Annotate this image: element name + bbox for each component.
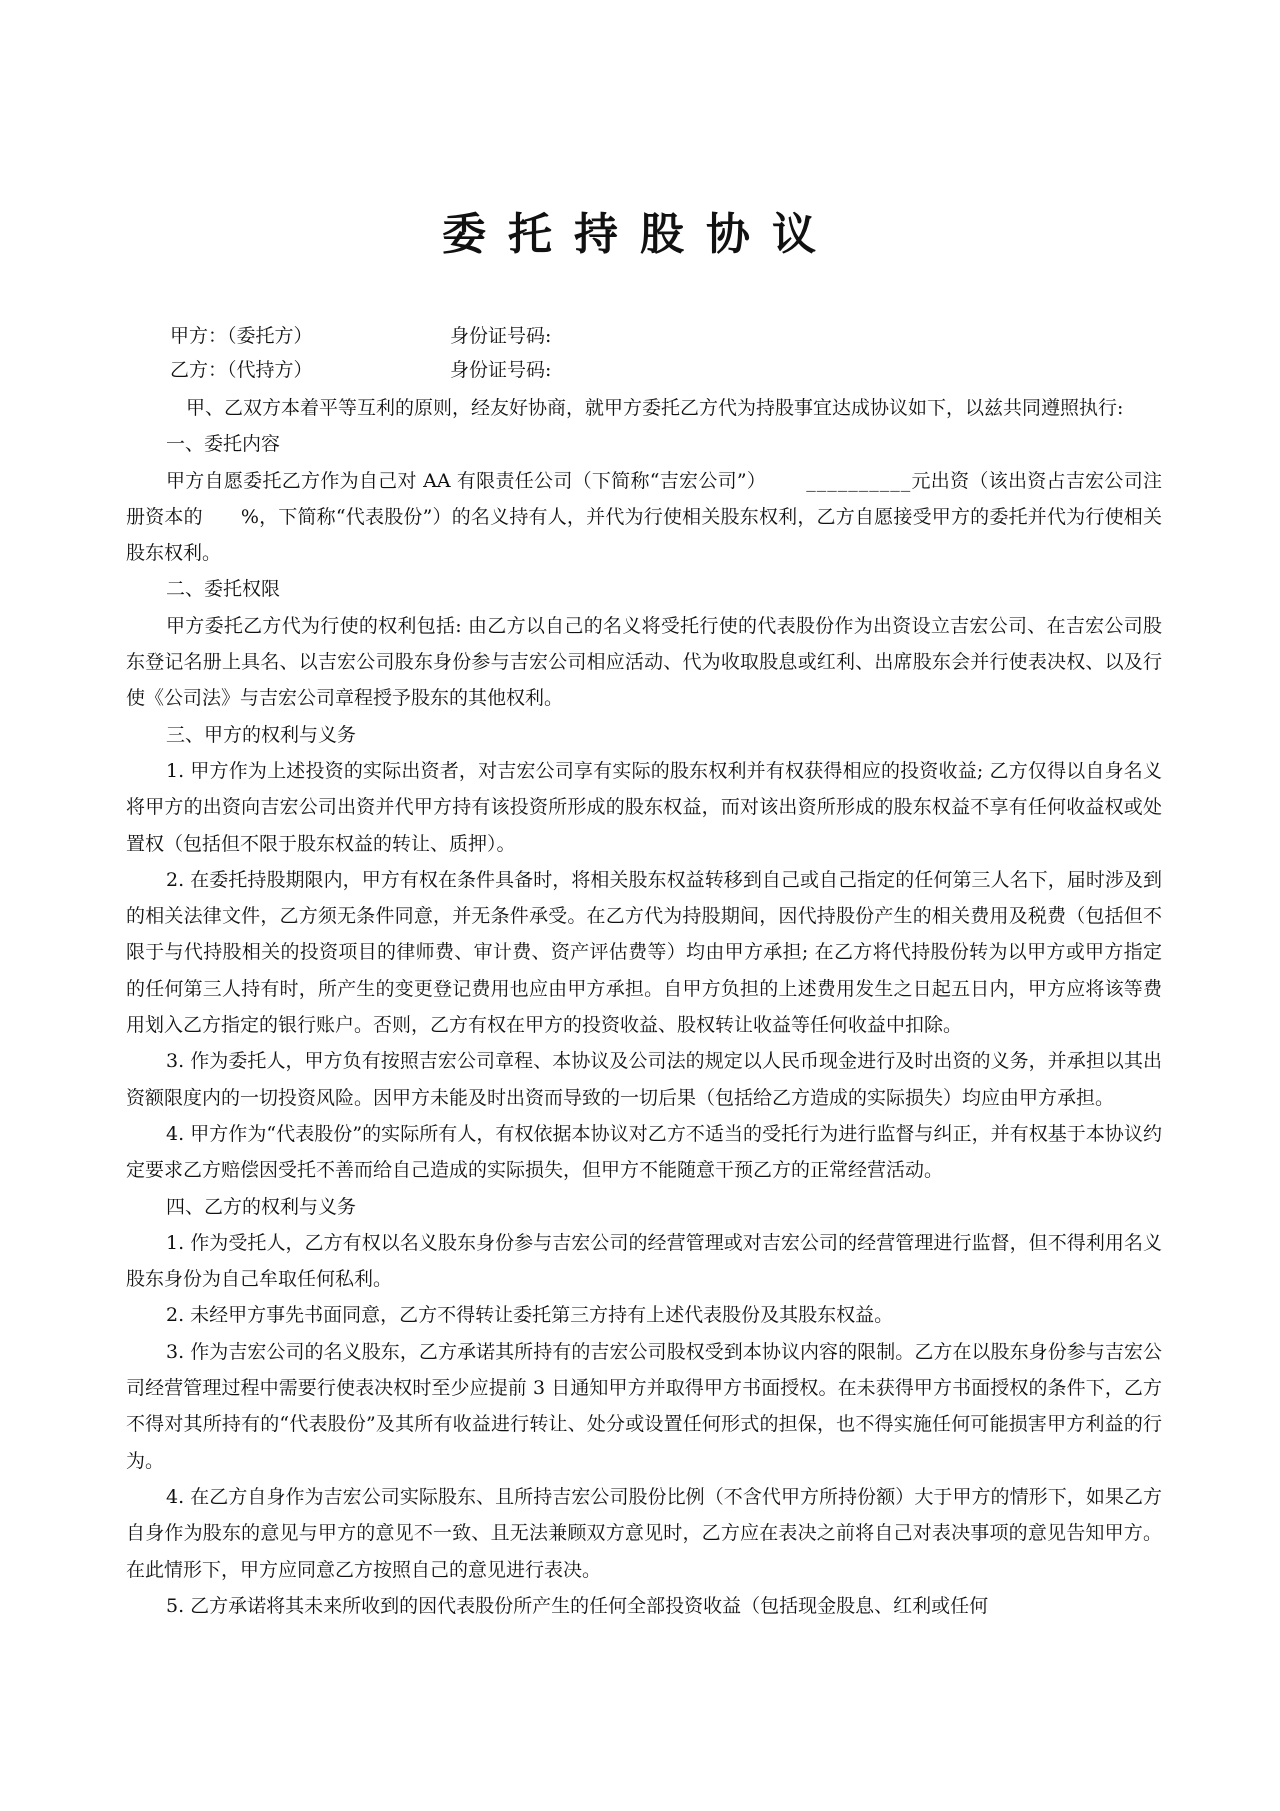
clause-item: 2. 未经甲方事先书面同意，乙方不得转让委托第三方持有上述代表股份及其股东权益。 xyxy=(166,1304,894,1327)
section-heading: 二、委托权限 xyxy=(166,578,281,601)
intro-paragraph: 甲、乙双方本着平等互利的原则，经友好协商，就甲方委托乙方代为持股事宜达成协议如下，以兹共同遵照执行: xyxy=(186,397,1124,419)
document-title: 委托持股协议 xyxy=(442,209,838,260)
amount-blank: __________ xyxy=(806,469,912,492)
party-b-label: 乙方：（代持方） xyxy=(170,359,313,381)
clause-item: 3. 作为委托人，甲方负有按照吉宏公司章程、本协议及公司法的规定以人民币现金进行及时出资的义务，并承担以其出资额限度内的一切投资风险。因甲方未能及时出资而导致的一切后果（包括给乙方造成的实际损失）均应由甲方承担。 xyxy=(126,1050,1162,1109)
clause-text: 甲方自愿委托乙方作为自己对 AA 有限责任公司（下简称“吉宏公司”） xyxy=(166,469,767,492)
party-b-line xyxy=(170,357,551,383)
clause-item: 1. 甲方作为上述投资的实际出资者，对吉宏公司享有实际的股东权利并有权获得相应的投资收益; 乙方仅得以自身名义将甲方的出资向吉宏公司出资并代甲方持有该投资所形成的股东权益，而对该出资所形成的股东权益不享有任何收益权或处置权（包括但不限于股东权益的转让、质押）。 xyxy=(126,759,1162,855)
section-heading: 三、甲方的权利与义务 xyxy=(166,723,357,746)
party-a-line xyxy=(170,323,551,349)
agreement-body xyxy=(126,390,1162,1624)
section-paragraph xyxy=(126,463,1162,572)
clause-text: 元出资（该出资占吉宏公司注册资本的 xyxy=(126,469,1162,528)
clause-item: 3. 作为吉宏公司的名义股东，乙方承诺其所持有的吉宏公司股权受到本协议内容的限制。乙方在以股东身份参与吉宏公司经营管理过程中需要行使表决权时至少应提前 3 日通知甲方并取得甲方书面授权。在未获得甲方书面授权的条件下，乙方不得对其所持有的“代表股份”及其所有收益进行转让、处分或设置任何形式的担保，也不得实施任何可能损害甲方利益的行为。 xyxy=(126,1340,1162,1472)
clause-item: 5. 乙方承诺将其未来所收到的因代表股份所产生的任何全部投资收益（包括现金股息、红利或任何 xyxy=(166,1594,989,1617)
clause-text: %，下简称“代表股份”）的名义持有人，并代为行使相关股东权利，乙方自愿接受甲方的委托并代为行使相关股东权利。 xyxy=(126,505,1162,565)
party-a-label: 甲方：（委托方） xyxy=(170,325,313,347)
section-paragraph: 甲方委托乙方代为行使的权利包括: 由乙方以自己的名义将受托行使的代表股份作为出资设立吉宏公司、在吉宏公司股东登记名册上具名、以吉宏公司股东身份参与吉宏公司相应活动、代为收取股息或红利、出席股东会并行使表决权、以及行使《公司法》与吉宏公司章程授予股东的其他权利。 xyxy=(126,614,1162,710)
clause-item: 2. 在委托持股期限内，甲方有权在条件具备时，将相关股东权益转移到自己或自己指定的任何第三人名下，届时涉及到的相关法律文件，乙方须无条件同意，并无条件承受。在乙方代为持股期间，因代持股份产生的相关费用及税费（包括但不限于与代持股相关的投资项目的律师费、审计费、资产评估费等）均由甲方承担; 在乙方将代持股份转为以甲方或甲方指定的任何第三人持有时，所产生的变更登记费用也应由甲方承担。自甲方负担的上述费用发生之日起五日内，甲方应将该等费用划入乙方指定的银行账户。否则，乙方有权在甲方的投资收益、股权转让收益等任何收益中扣除。 xyxy=(126,868,1162,1037)
clause-item: 4. 在乙方自身作为吉宏公司实际股东、且所持吉宏公司股份比例（不含代甲方所持份额）大于甲方的情形下，如果乙方自身作为股东的意见与甲方的意见不一致、且无法兼顾双方意见时，乙方应在表决之前将自己对表决事项的意见告知甲方。在此情形下，甲方应同意乙方按照自己的意见进行表决。 xyxy=(126,1485,1162,1581)
section-heading: 一、委托内容 xyxy=(166,433,281,456)
clause-item: 4. 甲方作为“代表股份”的实际所有人，有权依据本协议对乙方不适当的受托行为进行监督与纠正，并有权基于本协议约定要求乙方赔偿因受托不善而给自己造成的实际损失，但甲方不能随意干预乙方的正常经营活动。 xyxy=(126,1122,1162,1182)
clause-item: 1. 作为受托人，乙方有权以名义股东身份参与吉宏公司的经营管理或对吉宏公司的经营管理进行监督，但不得利用名义股东身份为自己牟取任何私利。 xyxy=(126,1231,1162,1291)
party-b-id-label: 身份证号码: xyxy=(450,359,552,381)
party-a-id-label: 身份证号码: xyxy=(450,325,552,347)
section-heading: 四、乙方的权利与义务 xyxy=(166,1195,357,1218)
